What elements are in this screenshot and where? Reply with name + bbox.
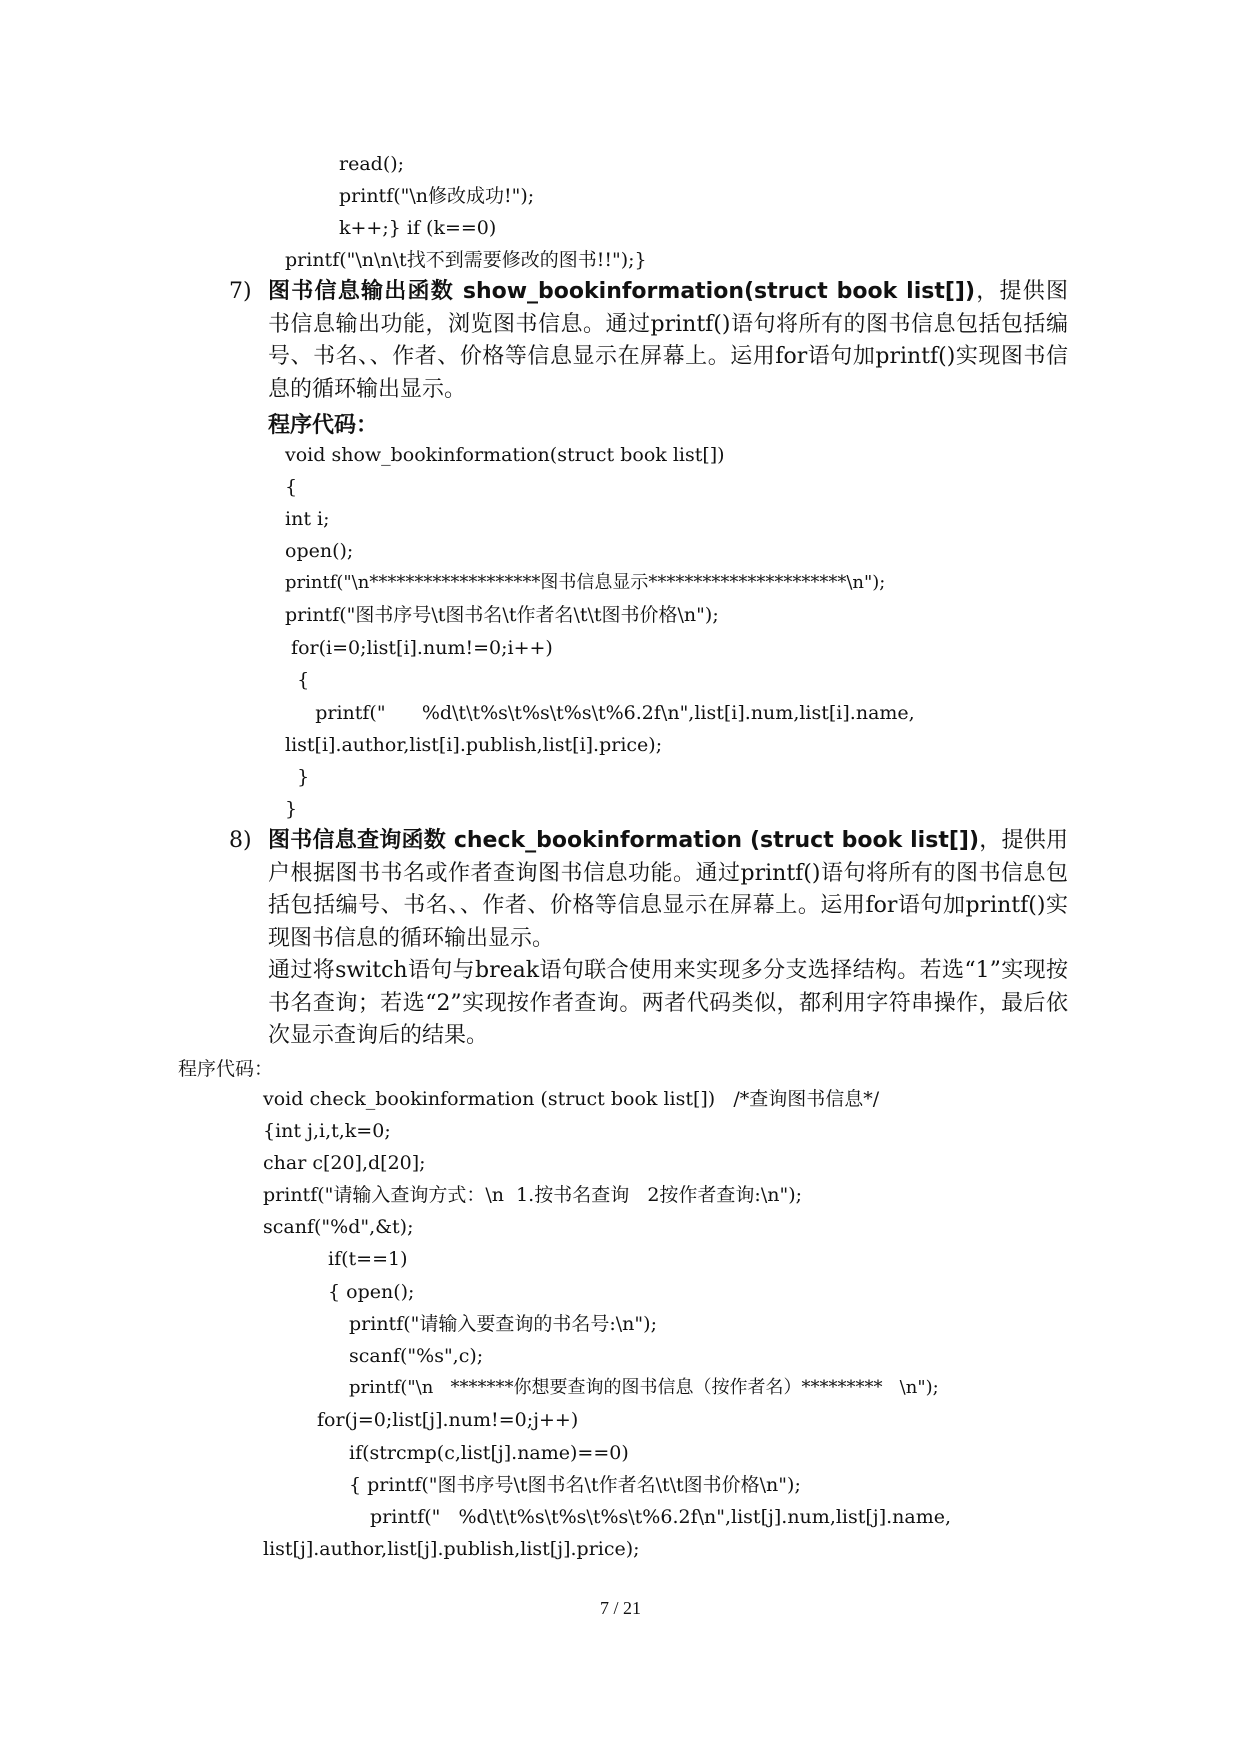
- item-number: 7): [229, 279, 252, 304]
- item-body: [268, 825, 1068, 1053]
- item-description: ，提供图书信息输出功能，浏览图书信息。通过printf()语句将所有的图书信息包括包括编号、书名、、作者、价格等信息显示在屏幕上。运用for语句加printf()实现图书信息的循环输出显示。: [268, 279, 1068, 402]
- code-line: printf("图书序号\t图书名\t作者名\t\t图书价格\n");: [285, 604, 719, 626]
- code-line: }: [285, 766, 310, 788]
- code-line: void check_bookinformation (struct book list[]) /*查询图书信息*/: [263, 1088, 880, 1110]
- code-line: scanf("%d",&t);: [263, 1216, 414, 1238]
- function-name: 图书信息查询函数 check_bookinformation (struct book list[]): [268, 828, 980, 853]
- code-line: int i;: [285, 508, 330, 530]
- code-line: printf(" %d\t\t%s\t%s\t%s\t%6.2f\n",list[i].num,list[i].name,: [285, 702, 915, 724]
- page-number: 7 / 21: [599, 1598, 641, 1618]
- code-line: if(t==1): [328, 1248, 408, 1270]
- code-line: list[j].author,list[j].publish,list[j].price);: [263, 1538, 640, 1560]
- code-line: k++;} if (k==0): [339, 217, 497, 239]
- code-line: open();: [285, 540, 354, 562]
- item-body: [268, 276, 1068, 406]
- code-line: for(j=0;list[j].num!=0;j++): [317, 1409, 579, 1431]
- code-line: {: [285, 669, 310, 691]
- code-line: printf("请输入查询方式：\n 1.按书名查询 2按作者查询:\n");: [263, 1184, 803, 1206]
- function-name: 图书信息输出函数 show_bookinformation(struct book list[]): [268, 279, 976, 304]
- code-label: 程序代码：: [268, 412, 379, 438]
- code-line: if(strcmp(c,list[j].name)==0): [349, 1442, 629, 1464]
- code-line: }: [285, 798, 298, 820]
- code-line: scanf("%s",c);: [349, 1345, 484, 1367]
- code-line: {int j,i,t,k=0;: [263, 1120, 391, 1142]
- code-line: read();: [339, 153, 405, 175]
- code-line: {: [285, 476, 298, 498]
- code-line: char c[20],d[20];: [263, 1152, 426, 1174]
- code-line: printf("\n\n\t找不到需要修改的图书!!");}: [285, 249, 647, 271]
- code-label: 程序代码：: [178, 1058, 274, 1080]
- code-line: printf("\n*******************图书信息显示**********************\n");: [285, 572, 886, 593]
- code-line: { printf("图书序号\t图书名\t作者名\t\t图书价格\n");: [349, 1474, 801, 1496]
- code-line: printf("请输入要查询的书名号:\n");: [349, 1313, 657, 1335]
- item-description: ，提供用户根据图书书名或作者查询图书信息功能。通过printf()语句将所有的图书信息包括包括编号、书名、、作者、价格等信息显示在屏幕上。运用for语句加printf()实现图书信息的循环输出显示。: [268, 828, 1068, 951]
- code-line: printf("\n *******你想要查询的图书信息（按作者名）********* \n");: [349, 1377, 939, 1398]
- item-number: 8): [229, 828, 252, 853]
- code-line: list[i].author,list[i].publish,list[i].price);: [285, 734, 663, 756]
- code-line: { open();: [328, 1281, 415, 1303]
- code-line: void show_bookinformation(struct book list[]): [285, 444, 725, 466]
- code-line: printf("\n修改成功!");: [339, 185, 535, 207]
- code-line: for(i=0;list[i].num!=0;i++): [285, 637, 553, 659]
- code-line: printf(" %d\t\t%s\t%s\t%s\t%6.2f\n",list[j].num,list[j].name,: [370, 1506, 952, 1528]
- item-paragraph: 通过将switch语句与break语句联合使用来实现多分支选择结构。若选“1”实现按书名查询；若选“2”实现按作者查询。两者代码类似，都利用字符串操作，最后依次显示查询后的结果。: [268, 958, 1068, 1048]
